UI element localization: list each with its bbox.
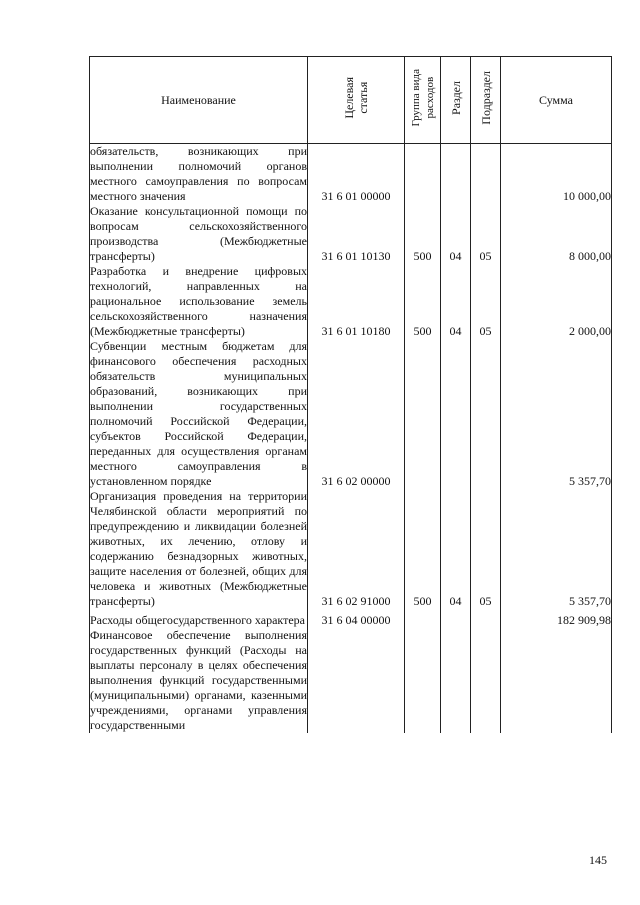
row-target: 31 6 02 91000	[308, 489, 405, 609]
row-target: 31 6 01 00000	[308, 144, 405, 205]
table-row	[90, 628, 612, 733]
row-subsection: 05	[471, 489, 501, 609]
row-group	[405, 339, 441, 489]
row-section: 04	[441, 489, 471, 609]
row-group	[405, 144, 441, 205]
row-subsection	[471, 628, 501, 733]
table-row	[90, 264, 612, 339]
row-target: 31 6 04 00000	[308, 609, 405, 628]
row-group: 500	[405, 264, 441, 339]
row-name: Оказание консультационной помощи по вопросам сельскохозяйственного производства (Межбюджетные трансферты)	[90, 204, 307, 263]
row-group: 500	[405, 489, 441, 609]
budget-table	[89, 56, 612, 733]
row-subsection	[471, 144, 501, 205]
row-target	[308, 628, 405, 733]
row-section	[441, 628, 471, 733]
row-target: 31 6 01 10130	[308, 204, 405, 264]
row-group	[405, 609, 441, 628]
table-row	[90, 489, 612, 609]
row-target: 31 6 02 00000	[308, 339, 405, 489]
table-row	[90, 609, 612, 628]
row-section: 04	[441, 264, 471, 339]
table-header-row	[90, 57, 612, 144]
row-amount: 2 000,00	[501, 264, 612, 339]
row-name: Финансовое обеспечение выполнения государственных функций (Расходы на выплаты персоналу в целях обеспечения выполнения функций государственными (муниципальными) органами, казенными учреждениями, органами управления государственными	[90, 628, 307, 732]
row-amount: 10 000,00	[501, 144, 612, 205]
header-target-article: Целевая статья	[308, 57, 405, 144]
row-amount: 182 909,98	[501, 609, 612, 628]
row-group	[405, 628, 441, 733]
page-number: 145	[589, 853, 607, 867]
row-target: 31 6 01 10180	[308, 264, 405, 339]
row-amount: 8 000,00	[501, 204, 612, 264]
row-name: Разработка и внедрение цифровых технологий, направленных на рациональное использование земель сельскохозяйственного назначения (Межбюджетные трансферты)	[90, 264, 307, 338]
header-name: Наименование	[90, 57, 308, 144]
header-amount: Сумма	[501, 57, 612, 144]
row-name: обязательств, возникающих при выполнении полномочий органов местного самоуправления по вопросам местного значения	[90, 144, 307, 203]
row-amount: 5 357,70	[501, 489, 612, 609]
row-name: Субвенции местным бюджетам для финансового обеспечения расходных обязательств муниципальных образований, возникающих при выполнении государственных полномочий Российской Федерации, субъектов Российской Федерации, переданных для осуществления органам местного самоуправления в установленном порядке	[90, 339, 307, 488]
header-expense-group: Группа вида расходов	[405, 57, 441, 144]
row-subsection	[471, 609, 501, 628]
row-amount	[501, 628, 612, 733]
row-amount: 5 357,70	[501, 339, 612, 489]
row-name: Расходы общегосударственного характера	[90, 609, 308, 628]
row-subsection: 05	[471, 204, 501, 264]
table-row	[90, 204, 612, 264]
row-section	[441, 339, 471, 489]
row-section	[441, 609, 471, 628]
row-section	[441, 144, 471, 205]
header-subsection: Подраздел	[471, 57, 501, 144]
row-name: Организация проведения на территории Челябинской области мероприятий по предупреждению и ликвидации болезней животных, их лечению, отлову и содержанию безнадзорных животных, защите населения от болезней, общих для человека и животных (Межбюджетные трансферты)	[90, 489, 307, 608]
table-row	[90, 144, 612, 205]
table-row	[90, 339, 612, 489]
row-subsection	[471, 339, 501, 489]
row-group: 500	[405, 204, 441, 264]
header-section: Раздел	[441, 57, 471, 144]
row-subsection: 05	[471, 264, 501, 339]
row-section: 04	[441, 204, 471, 264]
